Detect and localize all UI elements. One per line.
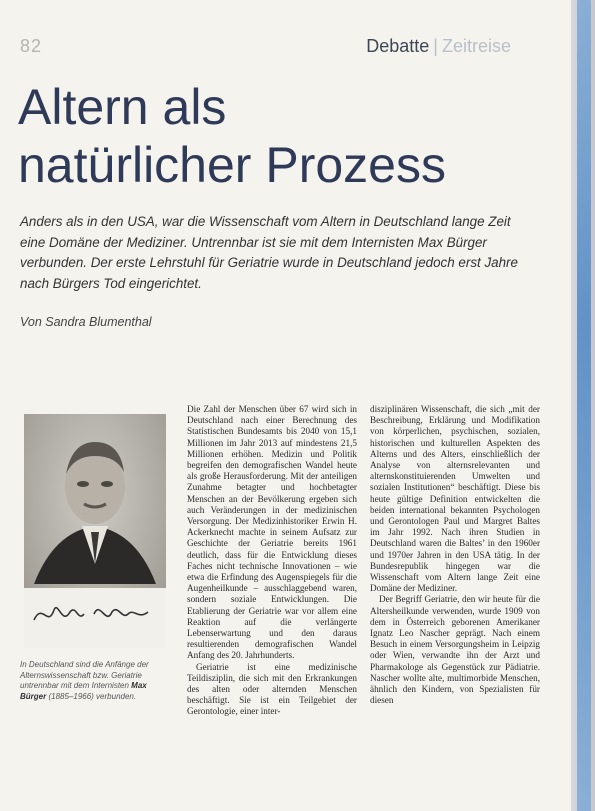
text-column-2 xyxy=(370,404,540,706)
subsection-label: Zeitreise xyxy=(441,36,511,56)
page-edge xyxy=(571,0,595,811)
text-column-1 xyxy=(187,404,357,718)
portrait-illustration xyxy=(24,414,166,648)
section-header xyxy=(366,36,511,57)
article-byline: Von Sandra Blumenthal xyxy=(20,315,152,329)
article-title-line2: natürlicher Prozess xyxy=(18,137,446,193)
article-title xyxy=(18,78,538,194)
page-number: 82 xyxy=(20,36,43,56)
article-title-line1: Altern als xyxy=(18,79,227,135)
portrait-photo xyxy=(24,414,166,648)
paragraph: Die Zahl der Menschen über 67 wird sich in Deutschland nach einer Berechnung des Statistischen Bundesamts bis 2040 von 15,1 Millionen im Jahr 2013 auf mindestens 21,5 Millionen erhöhen. Medizin und Politik begreifen den demografischen Wandel heute als große Herausforderung. Mit der anteiligen Zunahme betagter und hochbetagter Menschen an der Bevölkerung ergeben sich auch Veränderungen in der medizinischen Versorgung. Der Medizinhistoriker Erwin H. Ackerknecht machte in seinem Aufsatz zur Geschichte der Geriatrie bereits 1961 deutlich, dass für die Entwicklung dieses Faches nicht technische Innovationen – wie etwa die Erfindung des Augenspiegels für die Augenheilkunde – ausschlaggebend waren, sondern soziale Entwicklungen. Die Etablierung der Geriatrie war vor allem eine Reaktion auf die verlängerte Lebenserwartung und den daraus resultierenden demografischen Wandel Anfang des 20. Jahrhunderts. xyxy=(187,404,357,661)
section-separator: | xyxy=(433,36,438,56)
caption-name: Max Bürger xyxy=(20,681,147,701)
section-label: Debatte xyxy=(366,36,430,56)
article-lead: Anders als in den USA, war die Wissenschaft vom Altern in Deutschland lange Zeit eine Domäne der Mediziner. Untrennbar ist sie mit dem Internisten Max Bürger verbunden. Der erste Lehrstuhl für Geriatrie wurde in Deutschland jedoch erst Jahre nach Bürgers Tod eingerichtet. xyxy=(20,214,518,291)
paragraph: disziplinären Wissenschaft, die sich „mit der Beschreibung, Erklärung und Modifikation von körperlichen, psychischen, sozialen, historischen und kulturellen Aspekten des Alterns und des Alters, einschließlich der Analyse von alternsrelevanten und alternskonstituierenden Umwelten und sozialen Institutionen“ beschäftigt. Diese bis heute gültige Definition entwickelten die beiden international bekannten Psychologen und Gerontologen Paul und Margret Baltes im Jahr 1992. Nach ihren Studien in Deutschland waren die Baltes’ in den 1960er und 1970er Jahren in den USA tätig. In der Bundesrepublik hingegen war die Wissenschaft vom Altern lange Zeit eine Domäne der Mediziner. xyxy=(370,404,540,594)
photo-caption xyxy=(20,660,170,702)
paragraph: Geriatrie ist eine medizinische Teildisziplin, die sich mit den Erkrankungen des alten oder alternden Menschen beschäftigt. Sie ist ein Teilgebiet der Gerontologie, einer inter- xyxy=(187,661,357,717)
paragraph: Der Begriff Geriatrie, den wir heute für die Altersheilkunde verwenden, wurde 1909 von dem in Österreich geborenen Amerikaner Ignatz Leo Nascher geprägt. Nach einem Besuch in einem Versorgungsheim in Leipzig oder Wien, verwandte ihn der Arzt und Pharmakologe als Gegenstück zur Pädiatrie. Nascher wollte alte, multimorbide Menschen, ähnlich den Kindern, von Spezialisten für diesen xyxy=(370,594,540,706)
caption-text: In Deutschland sind die Anfänge der Alternswissenschaft bzw. Geriatrie untrennbar mit dem Internisten xyxy=(20,660,149,690)
page-edge-stripe xyxy=(577,0,591,811)
caption-dates: (1885–1966) verbunden. xyxy=(46,691,137,701)
